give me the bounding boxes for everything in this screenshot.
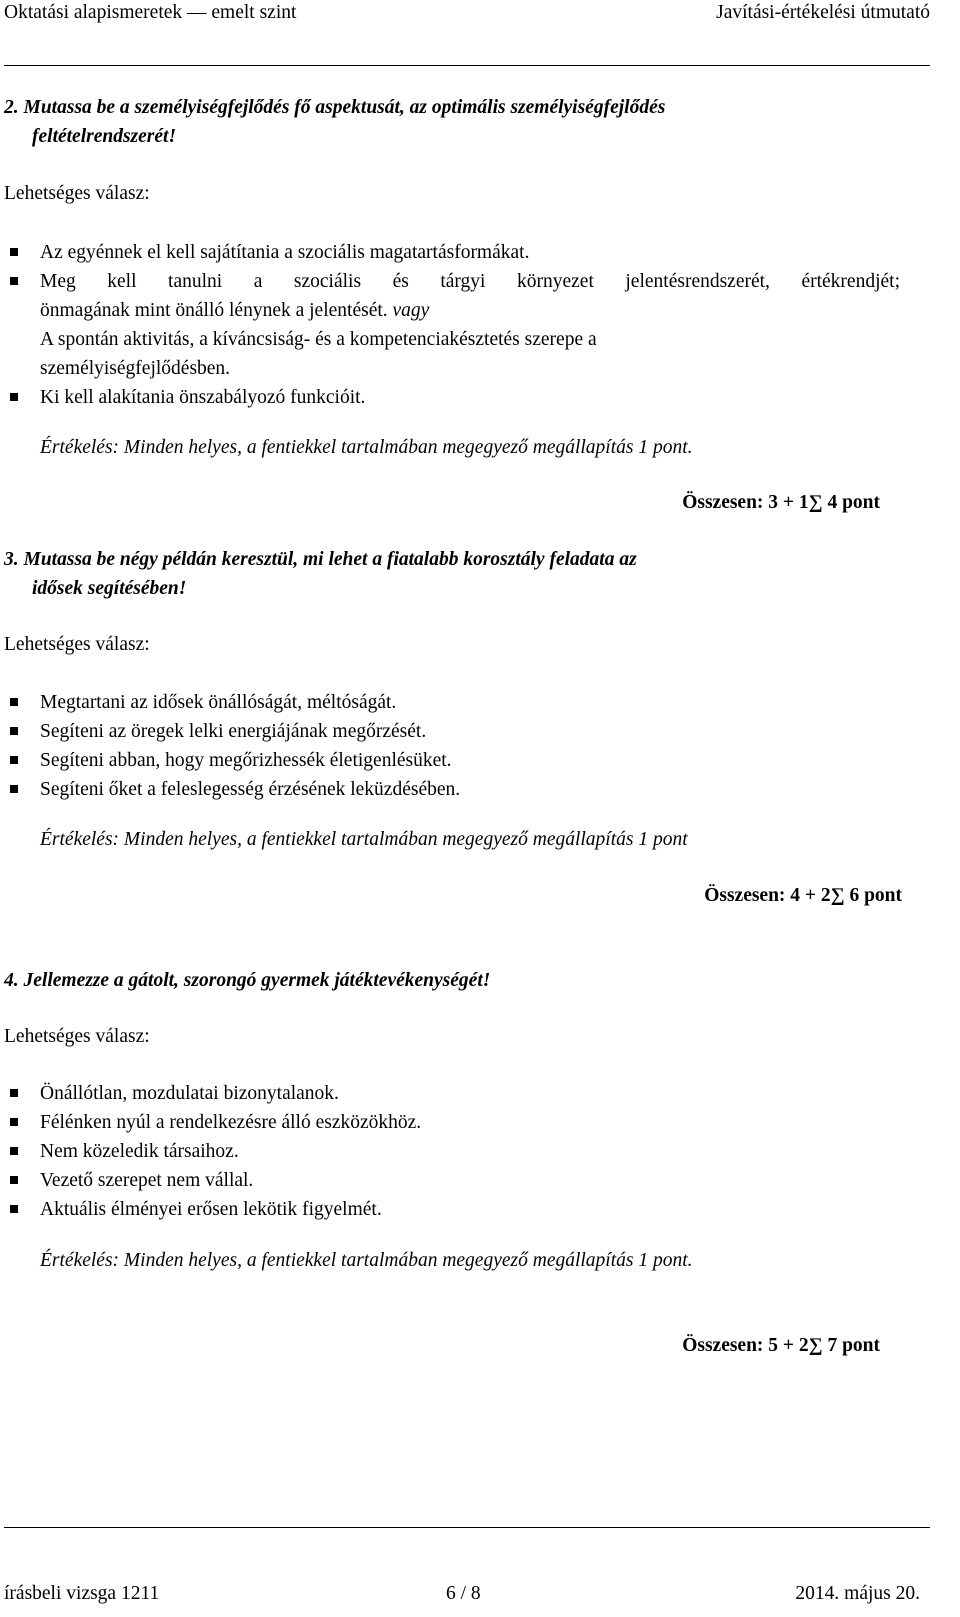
header-left: Oktatási alapismeretek — emelt szint	[4, 2, 297, 23]
bullet-icon	[10, 1205, 18, 1213]
answer-label-4: Lehetséges válasz:	[4, 1026, 150, 1047]
question-3-line-2: idősek segítésében!	[32, 578, 187, 599]
list-item: Segíteni őket a feleslegesség érzésének leküzdésében.	[10, 775, 460, 804]
bullet-icon	[10, 248, 18, 256]
list-item: Az egyénnek el kell sajátítania a szociális magatartásformákat.	[10, 238, 900, 267]
bullet-icon	[10, 393, 18, 401]
header-divider	[4, 65, 930, 66]
bullet-icon	[10, 727, 18, 735]
evaluation-2: Értékelés: Minden helyes, a fentiekkel tartalmában megegyező megállapítás 1 pont.	[40, 437, 693, 458]
answer-list-2	[10, 238, 900, 412]
list-item: Segíteni abban, hogy megőrizhessék életigenlésüket.	[10, 746, 460, 775]
bullet-icon	[10, 1176, 18, 1184]
footer-date: 2014. május 20.	[795, 1583, 920, 1604]
footer-divider	[4, 1527, 930, 1528]
list-item: Meg kell tanulni a szociális és tárgyi környezet jelentésrendszerét, értékrendjét; önmagának mint önálló lénynek a jelentését. vagy A spontán aktivitás, a kíváncsiság- és a kompetenciakésztetés szerepe a személyiségfejlődésben.	[10, 267, 900, 383]
list-item: Megtartani az idősek önállóságát, méltóságát.	[10, 688, 460, 717]
bullet-icon	[10, 277, 18, 285]
bullet-icon	[10, 756, 18, 764]
answer-label-3: Lehetséges válasz:	[4, 634, 150, 655]
header-right: Javítási-értékelési útmutató	[716, 2, 930, 23]
bullet-icon	[10, 785, 18, 793]
footer-page-number: 6 / 8	[446, 1583, 481, 1604]
question-2-line-2: feltételrendszerét!	[32, 126, 177, 147]
list-item: Ki kell alakítania önszabályozó funkcióit.	[10, 383, 900, 412]
bullet-icon	[10, 698, 18, 706]
total-3: Összesen: 4 + 2∑ 6 pont	[704, 885, 902, 906]
bullet-icon	[10, 1147, 18, 1155]
evaluation-3: Értékelés: Minden helyes, a fentiekkel tartalmában megegyező megállapítás 1 pont	[40, 829, 688, 850]
evaluation-4: Értékelés: Minden helyes, a fentiekkel tartalmában megegyező megállapítás 1 pont.	[40, 1250, 693, 1271]
answer-list-4	[10, 1079, 421, 1224]
list-item: Önállótlan, mozdulatai bizonytalanok.	[10, 1079, 421, 1108]
question-4: 4. Jellemezze a gátolt, szorongó gyermek játéktevékenységét!	[4, 970, 491, 991]
question-2-line-1: 2. Mutassa be a személyiségfejlődés fő aspektusát, az optimális személyiségfejlődés	[4, 97, 666, 118]
total-2: Összesen: 3 + 1∑ 4 pont	[682, 492, 880, 513]
list-item: Félénken nyúl a rendelkezésre álló eszközökhöz.	[10, 1108, 421, 1137]
bullet-icon	[10, 1089, 18, 1097]
list-item: Vezető szerepet nem vállal.	[10, 1166, 421, 1195]
total-4: Összesen: 5 + 2∑ 7 pont	[682, 1335, 880, 1356]
list-item: Segíteni az öregek lelki energiájának megőrzését.	[10, 717, 460, 746]
list-item: Aktuális élményei erősen lekötik figyelmét.	[10, 1195, 421, 1224]
answer-list-3	[10, 688, 460, 804]
question-3-line-1: 3. Mutassa be négy példán keresztül, mi lehet a fiatalabb korosztály feladata az	[4, 549, 637, 570]
list-item: Nem közeledik társaihoz.	[10, 1137, 421, 1166]
bullet-icon	[10, 1118, 18, 1126]
footer-exam-code: írásbeli vizsga 1211	[4, 1583, 160, 1604]
answer-label-2: Lehetséges válasz:	[4, 183, 150, 204]
